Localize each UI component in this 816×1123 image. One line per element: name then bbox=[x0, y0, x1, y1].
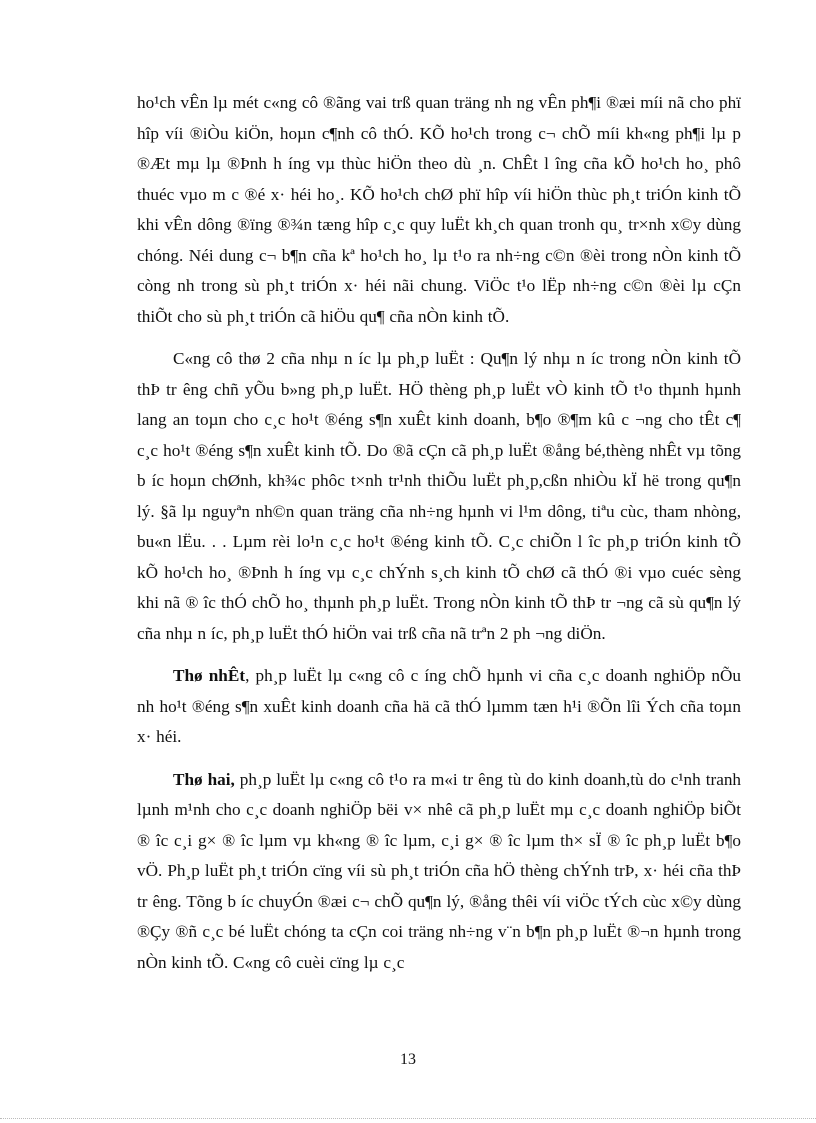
paragraph-text: C«ng cô thø 2 cña nhµ n íc lµ ph¸p luËt : Qu¶n lý nhµ n íc trong nÒn kinh tÕ thÞ tr êng chñ yÕu b»ng ph¸p luËt. HÖ thèng ph¸p luËt vÒ kinh tÕ t¹o thµnh hµnh lang an toµn cho c¸c ho¹t ®éng s¶n xuÊt kinh doanh, b¶o ®¶m kû c ¬ng cho tÊt c¶ c¸c ho¹t ®éng s¶n xuÊt kinh tÕ. Do ®ã cÇn cã ph¸p luËt ®ång bé,thèng nhÊt vµ tõng b íc hoµn chØnh, kh¾c phôc t×nh tr¹nh thiÕu luËt ph¸p,cßn nhiÒu kÏ hë trong qu¶n lý. §ã lµ nguyªn nh©n quan träng cña nh÷ng hµnh vi l¹m dông, tiªu cùc, tham nhòng, bu«n lËu. . . Lµm rèi lo¹n c¸c ho¹t ®éng kinh tÕ. C¸c chiÕn l îc ph¸p triÓn kinh tÕ kÕ ho¹ch ho¸ ®Þnh h íng vµ c¸c chÝnh s¸ch kinh tÕ chØ cã thÓ ®i vµo cuéc sèng khi nã ® îc thÓ chÕ ho¸ thµnh ph¸p luËt. Trong nÒn kinh tÕ thÞ tr ¬ng cã sù qu¶n lý cña nhµ n íc, ph¸p luËt thÓ hiÖn vai trß cña nã trªn 2 ph ¬ng diÖn. bbox=[137, 349, 741, 643]
paragraph-text: , ph¸p luËt lµ c«ng cô c íng chÕ hµnh vi cña c¸c doanh nghiÖp nÕu nh ho¹t ®éng s¶n xuÊt kinh doanh cña hä cã thÓ lµmm tæn h¹i ®Õn lîi Ých cña toµn x· héi. bbox=[137, 666, 741, 746]
paragraph-text: ph¸p luËt lµ c«ng cô t¹o ra m«i tr êng tù do kinh doanh,tù do c¹nh tranh lµnh m¹nh cho c¸c doanh nghiÖp bëi v× nhê cã ph¸p luËt mµ c¸c doanh nghiÖp biÕt ® îc c¸i g× ® îc lµm vµ kh«ng ® îc lµm, c¸i g× ® îc lµm th× sÏ ® îc ph¸p luËt b¶o vÖ. Ph¸p luËt ph¸t triÓn cïng víi sù ph¸t triÓn cña hÖ thèng chÝnh trÞ, x· héi cña thÞ tr êng. Tõng b íc chuyÓn ®æi c¬ chÕ qu¶n lý, ®ång thêi víi viÖc tÝch cùc x©y dùng ®Çy ®ñ c¸c bé luËt chóng ta cÇn coi träng nh÷ng v¨n b¶n ph¸p luËt ®¬n hµnh trong nÒn kinh tÕ. C«ng cô cuèi cïng lµ c¸c bbox=[137, 769, 742, 972]
paragraph-4 bbox=[137, 765, 741, 979]
paragraph-2 bbox=[137, 344, 741, 649]
paragraph-text: ho¹ch vÊn lµ mét c«ng cô ®ãng vai trß quan träng nh ng vÊn ph¶i ®æi míi nã cho phï hîp víi ®iÒu kiÖn, hoµn c¶nh cô thÓ. KÕ ho¹ch trong c¬ chÕ míi kh«ng ph¶i lµ p ®Æt mµ lµ ®Þnh h íng vµ thùc hiÖn theo dù ¸n. ChÊt l îng cña kÕ ho¹ch ho¸ phô thuéc vµo m c ®é x· héi ho¸. KÕ ho¹ch chØ phï hîp víi hiÖn thùc ph¸t triÓn kinh tÕ khi vÊn dông ®ïng ®¾n tæng hîp c¸c quy luËt kh¸ch quan tronh qu¸ tr×nh x©y dùng chóng. Néi dung c¬ b¶n cña kª ho¹ch ho¸ lµ t¹o ra nh÷ng c©n ®èi trong nÒn kinh tÕ còng nh trong sù ph¸t triÓn x· héi nãi chung. ViÖc t¹o lËp nh÷ng c©n ®èi lµ cÇn thiÕt cho sù ph¸t triÓn cã hiÖu qu¶ cña nÒn kinh tÕ. bbox=[137, 93, 741, 326]
page-bottom-divider bbox=[0, 1118, 816, 1119]
page-number: 13 bbox=[400, 1051, 416, 1068]
paragraph-3 bbox=[137, 661, 741, 753]
body-text bbox=[137, 88, 741, 990]
paragraph-lead-bold: Thø hai, bbox=[173, 769, 235, 789]
paragraph-1 bbox=[137, 88, 741, 332]
paragraph-lead-bold: Thø nhÊt bbox=[173, 666, 246, 685]
